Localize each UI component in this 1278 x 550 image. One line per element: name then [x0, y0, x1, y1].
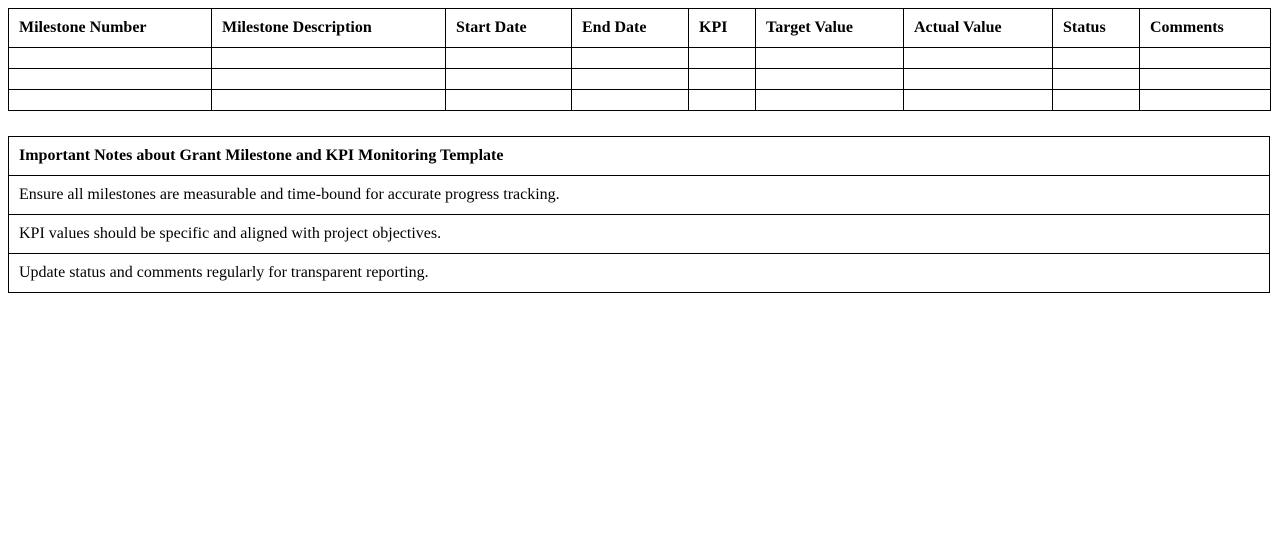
table-cell[interactable]	[904, 69, 1053, 90]
header-end-date: End Date	[572, 9, 689, 48]
table-cell[interactable]	[904, 48, 1053, 69]
header-comments: Comments	[1140, 9, 1271, 48]
table-cell[interactable]	[572, 48, 689, 69]
table-cell[interactable]	[572, 69, 689, 90]
table-cell[interactable]	[689, 48, 756, 69]
table-cell[interactable]	[9, 69, 212, 90]
header-target-value: Target Value	[756, 9, 904, 48]
table-header-row	[9, 9, 1271, 48]
table-cell[interactable]	[212, 69, 446, 90]
header-kpi: KPI	[689, 9, 756, 48]
table-cell[interactable]	[689, 69, 756, 90]
table-cell[interactable]	[1140, 90, 1271, 111]
table-cell[interactable]	[1053, 69, 1140, 90]
note-item: Ensure all milestones are measurable and time-bound for accurate progress tracking.	[9, 176, 1270, 215]
table-cell[interactable]	[756, 69, 904, 90]
note-row	[9, 254, 1270, 293]
note-item: KPI values should be specific and aligned with project objectives.	[9, 215, 1270, 254]
table-cell[interactable]	[572, 90, 689, 111]
table-cell[interactable]	[756, 48, 904, 69]
table-cell[interactable]	[9, 48, 212, 69]
table-row	[9, 90, 1271, 111]
table-cell[interactable]	[689, 90, 756, 111]
note-item: Update status and comments regularly for transparent reporting.	[9, 254, 1270, 293]
table-cell[interactable]	[9, 90, 212, 111]
table-row	[9, 69, 1271, 90]
table-cell[interactable]	[1140, 69, 1271, 90]
table-cell[interactable]	[446, 90, 572, 111]
notes-table	[8, 136, 1270, 293]
table-cell[interactable]	[446, 69, 572, 90]
header-milestone-description: Milestone Description	[212, 9, 446, 48]
notes-title-row	[9, 137, 1270, 176]
table-cell[interactable]	[904, 90, 1053, 111]
table-row	[9, 48, 1271, 69]
table-cell[interactable]	[1053, 90, 1140, 111]
milestone-table	[8, 8, 1271, 111]
table-cell[interactable]	[756, 90, 904, 111]
table-cell[interactable]	[212, 90, 446, 111]
note-row	[9, 176, 1270, 215]
table-cell[interactable]	[212, 48, 446, 69]
table-cell[interactable]	[1140, 48, 1271, 69]
table-cell[interactable]	[1053, 48, 1140, 69]
notes-title: Important Notes about Grant Milestone and KPI Monitoring Template	[9, 137, 1270, 176]
table-cell[interactable]	[446, 48, 572, 69]
header-status: Status	[1053, 9, 1140, 48]
header-start-date: Start Date	[446, 9, 572, 48]
header-actual-value: Actual Value	[904, 9, 1053, 48]
note-row	[9, 215, 1270, 254]
header-milestone-number: Milestone Number	[9, 9, 212, 48]
